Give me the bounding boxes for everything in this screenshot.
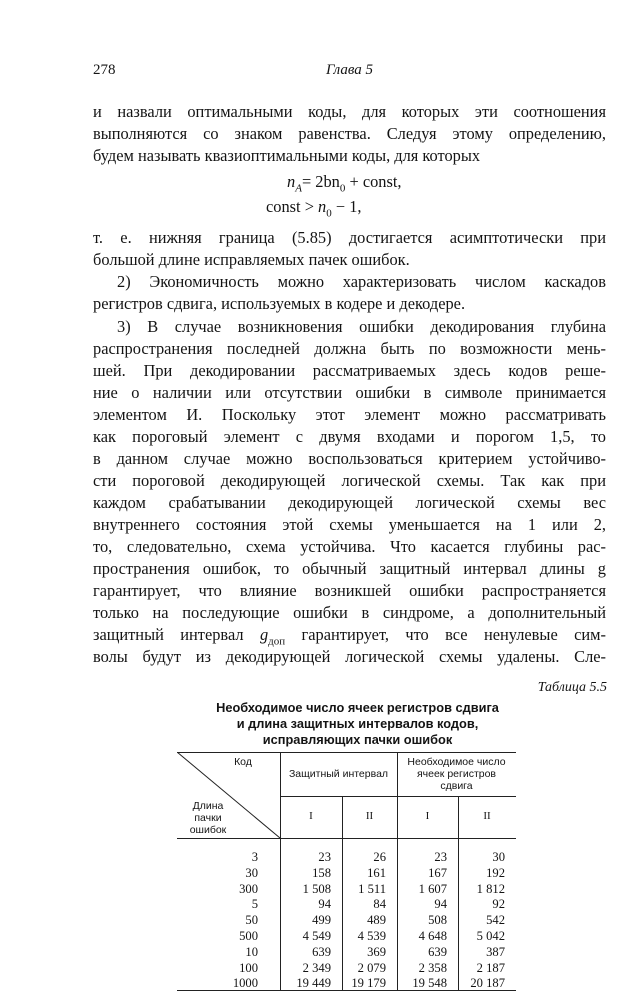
formula-2-b: − 1, <box>331 197 362 216</box>
table-cell-value: 161 <box>367 865 386 880</box>
text-line: т. е. нижняя граница (5.85) достигается асимптотически при <box>93 228 606 247</box>
table-cell-value: 499 <box>312 913 331 928</box>
text-line: 3) В случае возникновения ошибки декодирования глубина <box>117 317 606 336</box>
table-cell-value: 2 349 <box>302 960 331 975</box>
table-cell-value: 20 187 <box>470 976 505 991</box>
caption-line: Необходимое число ячеек регистров сдвига <box>216 700 499 715</box>
burst-error-table <box>177 752 516 992</box>
table-cell-value: 369 <box>367 944 386 959</box>
table-cell-value: 167 <box>428 865 447 880</box>
text-line: пространения ошибок, то обычный защитный интервал длины g <box>93 559 606 578</box>
table-cell-value: 30 <box>492 850 505 864</box>
table-caption <box>185 700 530 748</box>
text-line: внутреннего состояния этой схемы уменьшается на 1 или 2, <box>93 515 606 534</box>
table-cell-burst-length: 10 <box>245 944 258 959</box>
text-line: распространения последней должна быть по возможности мень- <box>93 339 606 358</box>
table-cell-value: 158 <box>312 865 331 880</box>
chapter-title: Глава 5 <box>325 62 374 78</box>
text-line: гарантирует, что влияние возникшей ошибки распространяется <box>93 581 606 600</box>
text-fragment: защитный интервал <box>93 625 260 644</box>
text-line: шей. При декодировании рассматриваемых здесь кодов реше- <box>93 361 606 380</box>
table-cell-value: 2 358 <box>418 960 447 975</box>
caption-line: и длина защитных интервалов кодов, <box>236 716 479 731</box>
table-cell-value: 92 <box>492 897 505 912</box>
subcol-guard-1: I <box>309 810 313 822</box>
table-cell-burst-length: 100 <box>239 960 258 975</box>
table-cell-burst-length: 30 <box>245 865 258 880</box>
text-line: выполняются со знаком равенства. Следуя этому определению, <box>93 124 606 143</box>
table-cell-burst-length: 5 <box>251 897 258 912</box>
table-group-rule <box>280 796 516 797</box>
corner-line: Длина <box>192 800 224 812</box>
group-guard-interval: Защитный интервал <box>288 768 389 780</box>
table-cell-value: 5 042 <box>476 929 505 943</box>
table-cell-burst-length: 300 <box>239 881 258 896</box>
table-cell-value: 1 812 <box>476 881 505 896</box>
formula-1-rhs-b: + const, <box>345 172 402 191</box>
caption-line: исправляющих пачки ошибок <box>262 732 453 747</box>
text-line: как пороговый элемент с двумя входами и порогом 1,5, то <box>93 427 606 446</box>
formula-const-bound <box>266 196 361 224</box>
table-cell-value: 387 <box>486 944 505 959</box>
subcol-cells-2: II <box>483 810 491 822</box>
text-line: 2) Экономичность можно характеризовать числом каскадов <box>117 272 606 291</box>
text-line: будем называть квазиоптимальными коды, для которых <box>93 146 481 165</box>
table-cell-value: 19 179 <box>351 976 386 991</box>
formula-2-a: const > <box>266 197 319 216</box>
corner-line: ошибок <box>189 824 227 836</box>
table-cell-value: 508 <box>428 913 447 928</box>
table-cell-value: 542 <box>486 913 505 928</box>
table-cell-value: 94 <box>434 897 447 912</box>
text-line: элементом И. Поскольку этот элемент можно рассматривать <box>93 405 606 424</box>
formula-1-lhs: n <box>287 172 296 191</box>
table-cell-value: 1 607 <box>418 881 447 896</box>
table-cell-value: 2 079 <box>357 960 386 975</box>
subcol-cells-1: I <box>425 810 430 822</box>
page-header <box>93 62 606 82</box>
table-cell-value: 23 <box>318 850 331 864</box>
page-number: 278 <box>93 62 116 78</box>
subcol-guard-2: II <box>365 810 374 822</box>
table-cell-value: 192 <box>486 865 505 880</box>
table-cell-value: 19 449 <box>296 976 331 991</box>
text-line: каждом срабатывании декодирующей логической схемы вес <box>93 493 606 512</box>
symbol-g: g <box>259 625 269 644</box>
table-cell-burst-length: 500 <box>239 929 258 943</box>
table-cell-value: 489 <box>367 913 386 928</box>
text-line: и назвали оптимальными коды, для которых эти соотношения <box>93 102 606 121</box>
formula-1-lhs-sub: A <box>295 182 302 195</box>
table-cell-value: 2 187 <box>476 960 505 975</box>
text-line-guard-interval <box>93 624 606 646</box>
group-register-cells <box>397 756 516 792</box>
corner-burst-length-label <box>183 800 233 836</box>
formula-1-rhs-sub: 0 <box>339 182 346 195</box>
group-line: сдвига <box>440 780 473 792</box>
table-cell-burst-length: 1000 <box>232 976 258 991</box>
text-line: ние о наличии или отсутствии ошибки в символе принимается <box>93 383 606 402</box>
formula-2-sub: 0 <box>326 207 332 220</box>
table-cell-value: 4 648 <box>418 929 447 943</box>
table-cell-value: 1 508 <box>302 881 331 896</box>
text-line: большой длине исправляемых пачек ошибок. <box>93 250 410 269</box>
formula-2-n: n <box>318 197 327 216</box>
table-cell-value: 639 <box>428 944 447 959</box>
table-cell-burst-length: 3 <box>251 850 258 864</box>
text-line: волы будут из декодирующей логической схемы удалены. Сле- <box>93 647 606 666</box>
formula-1-rhs-a: = 2bn <box>301 172 340 191</box>
text-line: регистров сдвига, используемых в кодере и декодере. <box>93 294 466 313</box>
group-line: Необходимое число <box>407 756 506 768</box>
corner-code-label: Код <box>234 756 252 768</box>
text-line: в данном случае можно воспользоваться критерием устойчиво- <box>93 449 606 468</box>
text-line: только на последующие ошибки в синдроме, а дополнительный <box>93 603 606 622</box>
table-cell-value: 94 <box>318 897 331 912</box>
table-label: Таблица 5.5 <box>537 680 607 695</box>
table-cell-value: 4 549 <box>302 929 331 943</box>
text-line: то, следовательно, схема устойчива. Что касается глубины рас- <box>93 537 606 556</box>
corner-line: пачки <box>194 812 222 824</box>
table-cell-value: 23 <box>434 850 447 864</box>
table-cell-value: 19 548 <box>412 976 447 991</box>
group-line: ячеек регистров <box>416 768 497 780</box>
table-cell-value: 1 511 <box>358 881 386 896</box>
text-fragment: гарантирует, что все ненулевые сим- <box>285 625 606 644</box>
symbol-g-sub: доп <box>268 635 286 648</box>
table-cell-value: 26 <box>373 850 386 864</box>
table-cell-value: 4 539 <box>357 929 386 943</box>
text-line: сти пороговой декодирующей логической схемы. Так как при <box>93 471 606 490</box>
table-cell-burst-length: 50 <box>245 913 258 928</box>
table-cell-value: 84 <box>373 897 386 912</box>
table-cell-value: 639 <box>312 944 331 959</box>
